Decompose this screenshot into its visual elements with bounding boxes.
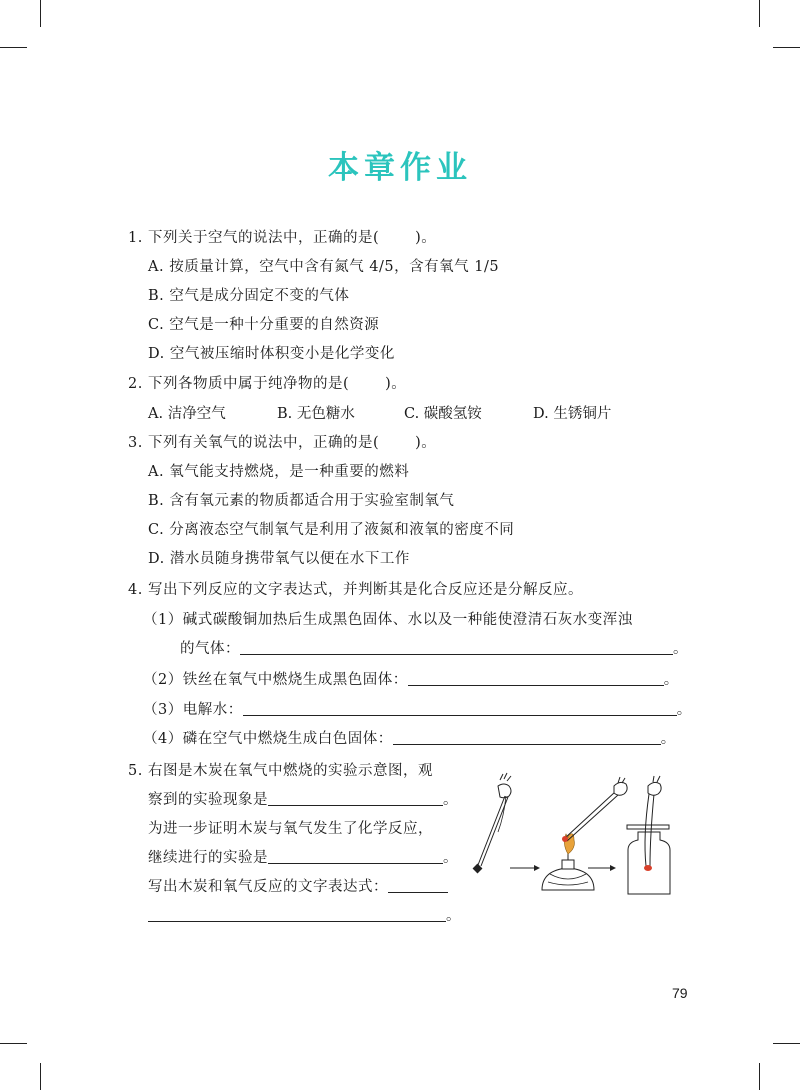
tongs-icon <box>565 777 627 841</box>
option-c: C. 空气是一种十分重要的自然资源 <box>148 317 380 333</box>
alcohol-lamp-icon <box>542 852 594 890</box>
option-b: B. 含有氧元素的物质都适合用于实验室制氧气 <box>148 493 455 509</box>
glowing-charcoal-icon <box>644 865 652 871</box>
question-5-line-6: 。 <box>148 906 461 926</box>
question-stem-end: )。 <box>385 376 407 392</box>
page-number: 79 <box>672 985 688 1001</box>
question-stem-end: )。 <box>415 435 437 451</box>
question-5-line-1: 5. 右图是木炭在氧气中燃烧的实验示意图，观 <box>128 763 433 779</box>
option-d: D. 生锈铜片 <box>533 406 612 422</box>
question-5-line-3: 为进一步证明木炭与氧气发生了化学反应， <box>148 821 433 837</box>
question-stem: 1. 下列关于空气的说法中，正确的是( <box>128 230 380 246</box>
option-d: D. 潜水员随身携带氧气以便在水下工作 <box>148 551 410 567</box>
arrow-icon <box>510 865 540 871</box>
crop-mark <box>759 0 760 27</box>
answer-blank[interactable] <box>408 671 664 686</box>
subquestion-2: （2）铁丝在氧气中燃烧生成黑色固体： 。 <box>143 672 679 688</box>
subquestion-3: （3）电解水： 。 <box>143 702 692 718</box>
question-stem: 3. 下列有关氧气的说法中，正确的是( <box>128 435 380 451</box>
answer-blank[interactable] <box>243 701 677 716</box>
arrow-icon <box>588 865 616 871</box>
option-b: B. 无色糖水 <box>277 406 355 422</box>
option-a: A. 氧气能支持燃烧，是一种重要的燃料 <box>148 464 410 480</box>
option-b: B. 空气是成分固定不变的气体 <box>148 288 350 304</box>
option-c: C. 碳酸氢铵 <box>404 406 482 422</box>
crop-mark <box>40 1063 41 1090</box>
crop-mark <box>759 1063 760 1090</box>
crop-mark <box>0 1043 27 1044</box>
answer-blank[interactable] <box>240 640 673 655</box>
answer-blank[interactable] <box>268 791 443 806</box>
question-stem: 2. 下列各物质中属于纯净物的是( <box>128 376 350 392</box>
question-2 <box>128 374 406 394</box>
question-stem-end: )。 <box>415 230 437 246</box>
charcoal-experiment-figure <box>470 770 700 905</box>
crop-mark <box>773 47 800 48</box>
answer-blank[interactable] <box>148 907 446 922</box>
gas-bottle-icon <box>627 825 670 894</box>
page-title: 本章作业 <box>328 150 472 186</box>
option-a: A. 洁净空气 <box>148 406 226 422</box>
answer-blank[interactable] <box>388 878 448 893</box>
subquestion-1: （1）碱式碳酸铜加热后生成黑色固体、水以及一种能使澄清石灰水变浑浊 <box>143 612 633 628</box>
crop-mark <box>0 47 27 48</box>
answer-blank[interactable] <box>393 730 661 745</box>
tongs-with-charcoal-icon <box>478 773 511 866</box>
crop-mark <box>40 0 41 27</box>
burning-charcoal-icon <box>562 836 568 842</box>
option-a: A. 按质量计算，空气中含有氮气 4/5，含有氧气 1/5 <box>148 259 500 275</box>
question-3 <box>128 433 436 453</box>
option-d: D. 空气被压缩时体积变小是化学变化 <box>148 346 395 362</box>
answer-blank[interactable] <box>268 849 443 864</box>
subquestion-4: （4）磷在空气中燃烧生成白色固体： 。 <box>143 731 676 747</box>
question-5-line-4: 继续进行的实验是 。 <box>148 850 458 866</box>
subquestion-1-cont: 的气体： 。 <box>180 641 688 657</box>
question-5-line-5: 写出木炭和氧气反应的文字表达式： <box>148 877 448 897</box>
crop-mark <box>773 1043 800 1044</box>
question-4: 4. 写出下列反应的文字表达式，并判断其是化合反应还是分解反应。 <box>128 582 583 598</box>
question-5-line-2: 察到的实验现象是 。 <box>148 792 458 808</box>
question-1 <box>128 228 436 248</box>
option-c: C. 分离液态空气制氧气是利用了液氮和液氧的密度不同 <box>148 522 515 538</box>
